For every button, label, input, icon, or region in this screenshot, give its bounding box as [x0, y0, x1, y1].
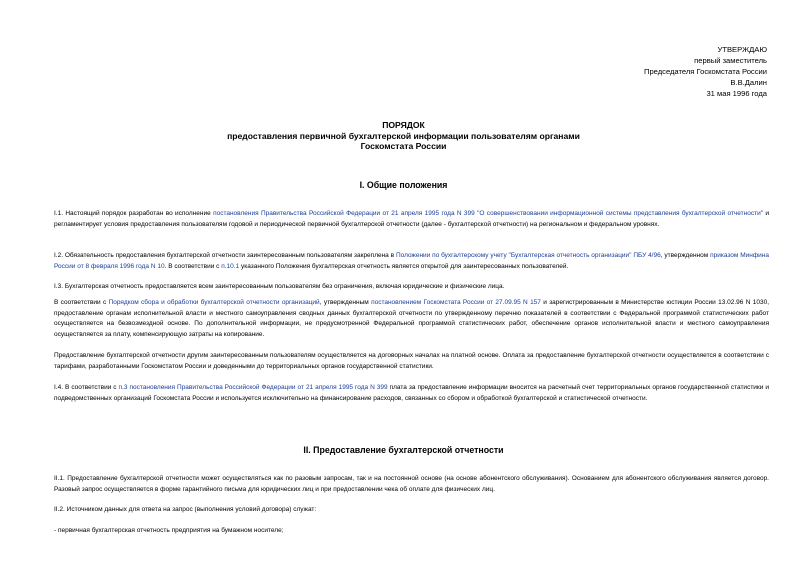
para-text: плата за предоставление информации вносится на расчетный счет территориальных органов государственной статистики и подведомственных организаций Госкомстата России и используется исключительно на финансирование расходов, связанных со сбором и обработкой бухгалтерской и статистической отчетности.: [54, 384, 770, 402]
section-2-heading: II. Предоставление бухгалтерской отчетности: [303, 445, 504, 455]
paragraph-1-4: [54, 383, 769, 404]
para-text: указанного Положения бухгалтерская отчетность является открытой для заинтересованных пользователей.: [239, 262, 569, 270]
para-text: , утвержденном: [660, 252, 711, 259]
link-clause-3[interactable]: п.3: [118, 384, 128, 391]
link-minfin-order-10[interactable]: приказом Минфина России от 8 февраля 1996 года N 10: [54, 252, 770, 270]
para-text: и зарегистрированным в Министерстве юстиции России 13.02.96 N 1030, предоставление органам исполнительной власти и местного самоуправления сводных данных бухгалтерской отчетности по утвержденному перечню показателей в соответствии с Федеральной программой статистических работ осуществляется на безвозмездной основе. По дополнительной информации, не предусмотренной Федеральной программой статистических работ, обеспечение органов исполнительной власти и местного самоуправления осуществляется за плату, компенсирующую затраты на копирование.: [54, 299, 769, 338]
paragraph-2-2: II.2. Источником данных для ответа на запрос (выполнения условий договора) служат:: [54, 506, 317, 513]
para-text: , утвержденным: [319, 299, 372, 306]
link-government-decree-399[interactable]: постановления Правительства Российской Федерации от 21 апреля 1995 года N 399 "О совершенствовании информационной системы представления бухгалтерской отчетности": [213, 210, 764, 217]
para-text: и регламентирует условия предоставления пользователям годовой и периодической первичной бухгалтерской отчетности (далее - бухгалтерской отчетности) на региональном и федеральном уровнях.: [54, 210, 769, 228]
paragraph-1-2: [54, 251, 769, 272]
para-text: В соответствии с: [54, 299, 109, 306]
approval-line-1: УТВЕРЖДАЮ: [717, 45, 767, 54]
paragraph-2-2-item-1: - первичная бухгалтерская отчетность предприятия на бумажном носителе;: [54, 527, 284, 534]
approval-line-5: 31 мая 1996 года: [706, 89, 767, 98]
para-text: I.4. В соответствии с: [54, 384, 119, 391]
paragraph-2-1: II.1. Предоставление бухгалтерской отчетности может осуществляться как по разовым запросам, так и на постоянной основе (на основе абонентского обслуживания). Основанием для абонентского обслуживания является договор. Разовый запрос осуществляется в форме гарантийного письма для юридических лиц и при предоставлении чека об оплате для физических лиц.: [54, 475, 769, 493]
para-text: I.2. Обязательность предоставления бухгалтерской отчетности заинтересованным пользователям закреплена в: [54, 252, 396, 259]
title-line-2: предоставления первичной бухгалтерской информации пользователям органами: [227, 130, 580, 141]
link-pbu-4-96[interactable]: Положении по бухгалтерскому учету "Бухгалтерская отчетность организации" ПБУ 4/96: [395, 252, 661, 259]
approval-block: [644, 44, 767, 99]
title-line-1: ПОРЯДОК: [382, 120, 425, 130]
para-text: . В соответствии с: [164, 262, 222, 270]
paragraph-1-1: [54, 209, 769, 230]
section-1-heading: I. Общие положения: [359, 180, 448, 190]
title-line-3: Госкомстата России: [360, 141, 447, 151]
link-collection-procedure[interactable]: Порядком сбора и обработки бухгалтерской отчетности организаций: [108, 299, 320, 306]
para-text: I.1. Настоящий порядок разработан во исполнение: [54, 210, 214, 217]
paragraph-1-3: I.3. Бухгалтерская отчетность предоставляется всем заинтересованным пользователям без ограничения, включая юридические и физические лица.: [54, 283, 505, 290]
link-clause-10-1[interactable]: п.10.1: [221, 262, 240, 270]
paragraph-1-3-fees: Предоставление бухгалтерской отчетности другим заинтересованным пользователям осуществляется на договорных началах на платной основе. Оплата за предоставление бухгалтерской отчетности осуществляется в соответствии с тарифами, разработанными Госкомстатом России и доведенными до территориальных органов государственной статистики.: [54, 352, 769, 370]
paragraph-1-3-cont: [54, 298, 769, 340]
approval-line-4: В.В.Далин: [730, 78, 767, 87]
document-title: [0, 120, 807, 152]
approval-line-2: первый заместитель: [694, 56, 767, 65]
link-goskomstat-decree-157[interactable]: постановлением Госкомстата России от 27.09.95 N 157: [371, 299, 541, 306]
link-government-decree-399-2[interactable]: постановления Правительства Российской Федерации от 21 апреля 1995 года N 399: [129, 384, 388, 391]
approval-line-3: Председателя Госкомстата России: [643, 67, 767, 76]
